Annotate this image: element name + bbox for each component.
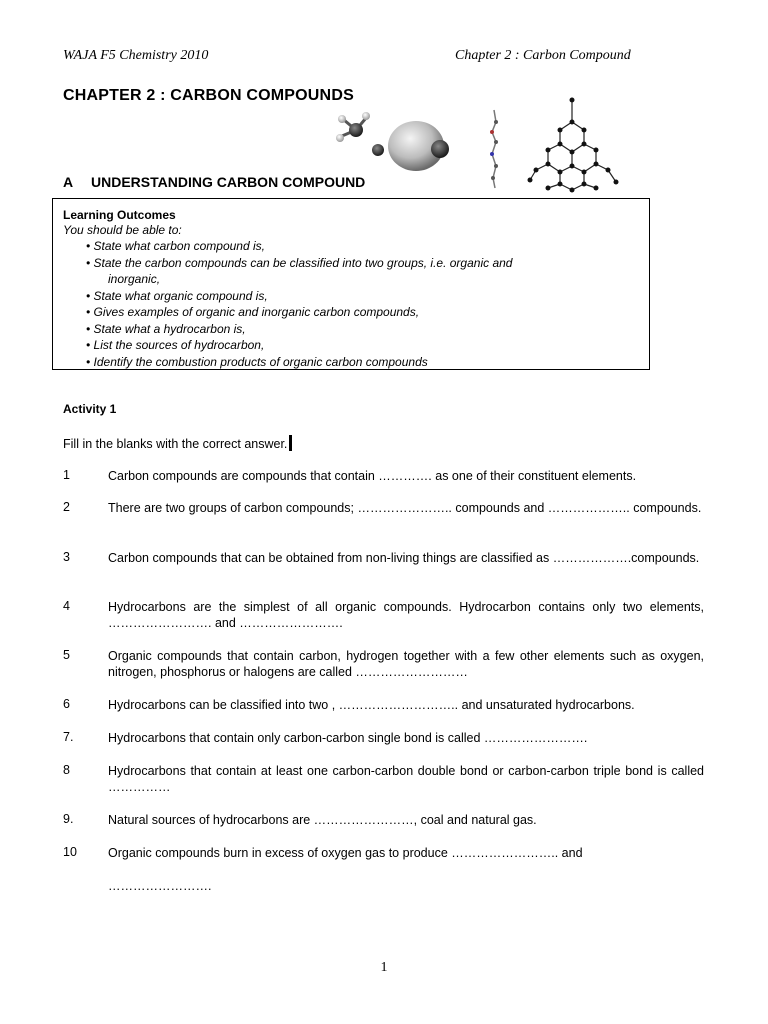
bullet-icon: •: [86, 321, 94, 336]
question-number: 4: [63, 599, 70, 613]
question-text: Organic compounds burn in excess of oxygen gas to produce …………………….. and: [108, 846, 583, 860]
learning-outcome-text: State the carbon compounds can be classified into two groups, i.e. organic and: [93, 255, 513, 270]
learning-outcome-text: Identify the combustion products of organic carbon compounds: [93, 354, 428, 369]
water-molecule-illustration: [328, 108, 452, 172]
section-heading: [63, 174, 365, 190]
learning-outcome-item: [86, 304, 512, 321]
question-number: 6: [63, 697, 70, 711]
page-number: 1: [380, 960, 388, 975]
learning-outcomes-list: [86, 238, 512, 370]
question-number: 3: [63, 550, 70, 564]
learning-outcome-item: [86, 238, 512, 255]
question-number: 2: [63, 500, 70, 514]
bullet-icon: •: [86, 239, 94, 253]
question-number: 7.: [63, 730, 74, 744]
question-text: Hydrocarbons that contain only carbon-carbon single bond is called …………………….: [108, 731, 588, 745]
question-text: There are two groups of carbon compounds; ………………….. compounds and ……………….. compounds.: [108, 501, 702, 515]
question-number: 5: [63, 648, 70, 662]
chapter-title: CHAPTER 2 : CARBON COMPOUNDS: [63, 87, 354, 104]
question-number: 8: [63, 763, 70, 777]
bullet-icon: •: [86, 305, 94, 319]
learning-outcome-text: Gives examples of organic and inorganic carbon compounds,: [93, 305, 420, 319]
learning-outcome-item: [86, 321, 512, 338]
diamond-lattice-illustration: [526, 94, 622, 194]
learning-outcome-item: [86, 337, 512, 354]
learning-outcomes-title: Learning Outcomes: [63, 208, 176, 222]
question-number: 9.: [63, 812, 74, 826]
learning-outcome-text: State what carbon compound is,: [93, 239, 265, 253]
instruction-text: Fill in the blanks with the correct answer.: [63, 437, 288, 451]
learning-outcome-text: State what a hydrocarbon is,: [93, 321, 246, 336]
question-number: 10: [63, 845, 77, 859]
question-text: Carbon compounds that can be obtained from non-living things are classified as ……………….compounds.: [108, 551, 700, 565]
question-text: …………………….: [108, 879, 212, 893]
bullet-icon: •: [86, 288, 94, 303]
activity-title: Activity 1: [63, 402, 117, 416]
learning-outcome-text: State what organic compound is,: [93, 288, 268, 303]
activity-instruction: [63, 435, 292, 451]
learning-outcome-item: [86, 354, 512, 371]
learning-outcome-item: [86, 288, 512, 305]
learning-outcome-item: [86, 255, 512, 288]
learning-outcome-text: List the sources of hydrocarbon,: [93, 338, 265, 352]
bullet-icon: •: [86, 255, 94, 270]
running-header-left: WAJA F5 Chemistry 2010: [63, 48, 209, 63]
learning-outcomes-intro: You should be able to:: [63, 223, 182, 237]
question-text: Carbon compounds are compounds that contain …………. as one of their constituent elements.: [108, 469, 637, 483]
bullet-icon: •: [86, 354, 94, 369]
question-text: Hydrocarbons that contain at least one carbon-carbon double bond or carbon-carbon triple bond is called ……………: [108, 764, 704, 794]
question-text: Hydrocarbons are the simplest of all organic compounds. Hydrocarbon contains only two elements, ……………………. and …………………….: [108, 600, 704, 630]
question-text: Hydrocarbons can be classified into two , ……………………….. and unsaturated hydrocarbons.: [108, 698, 635, 712]
question-number: 1: [63, 468, 70, 482]
running-header-right: Chapter 2 : Carbon Compound: [455, 48, 631, 63]
question-text: Natural sources of hydrocarbons are ……………………, coal and natural gas.: [108, 813, 537, 827]
bullet-icon: •: [86, 338, 94, 352]
section-letter: A: [63, 174, 74, 190]
text-cursor: [289, 435, 292, 451]
question-text: Organic compounds that contain carbon, hydrogen together with a few other elements such as oxygen, nitrogen, phosphorus or halogens are called ………………………: [108, 649, 704, 679]
learning-outcome-continuation: inorganic,: [108, 272, 161, 286]
section-title: UNDERSTANDING CARBON COMPOUND: [91, 174, 366, 190]
chain-molecule-illustration: [484, 108, 504, 190]
